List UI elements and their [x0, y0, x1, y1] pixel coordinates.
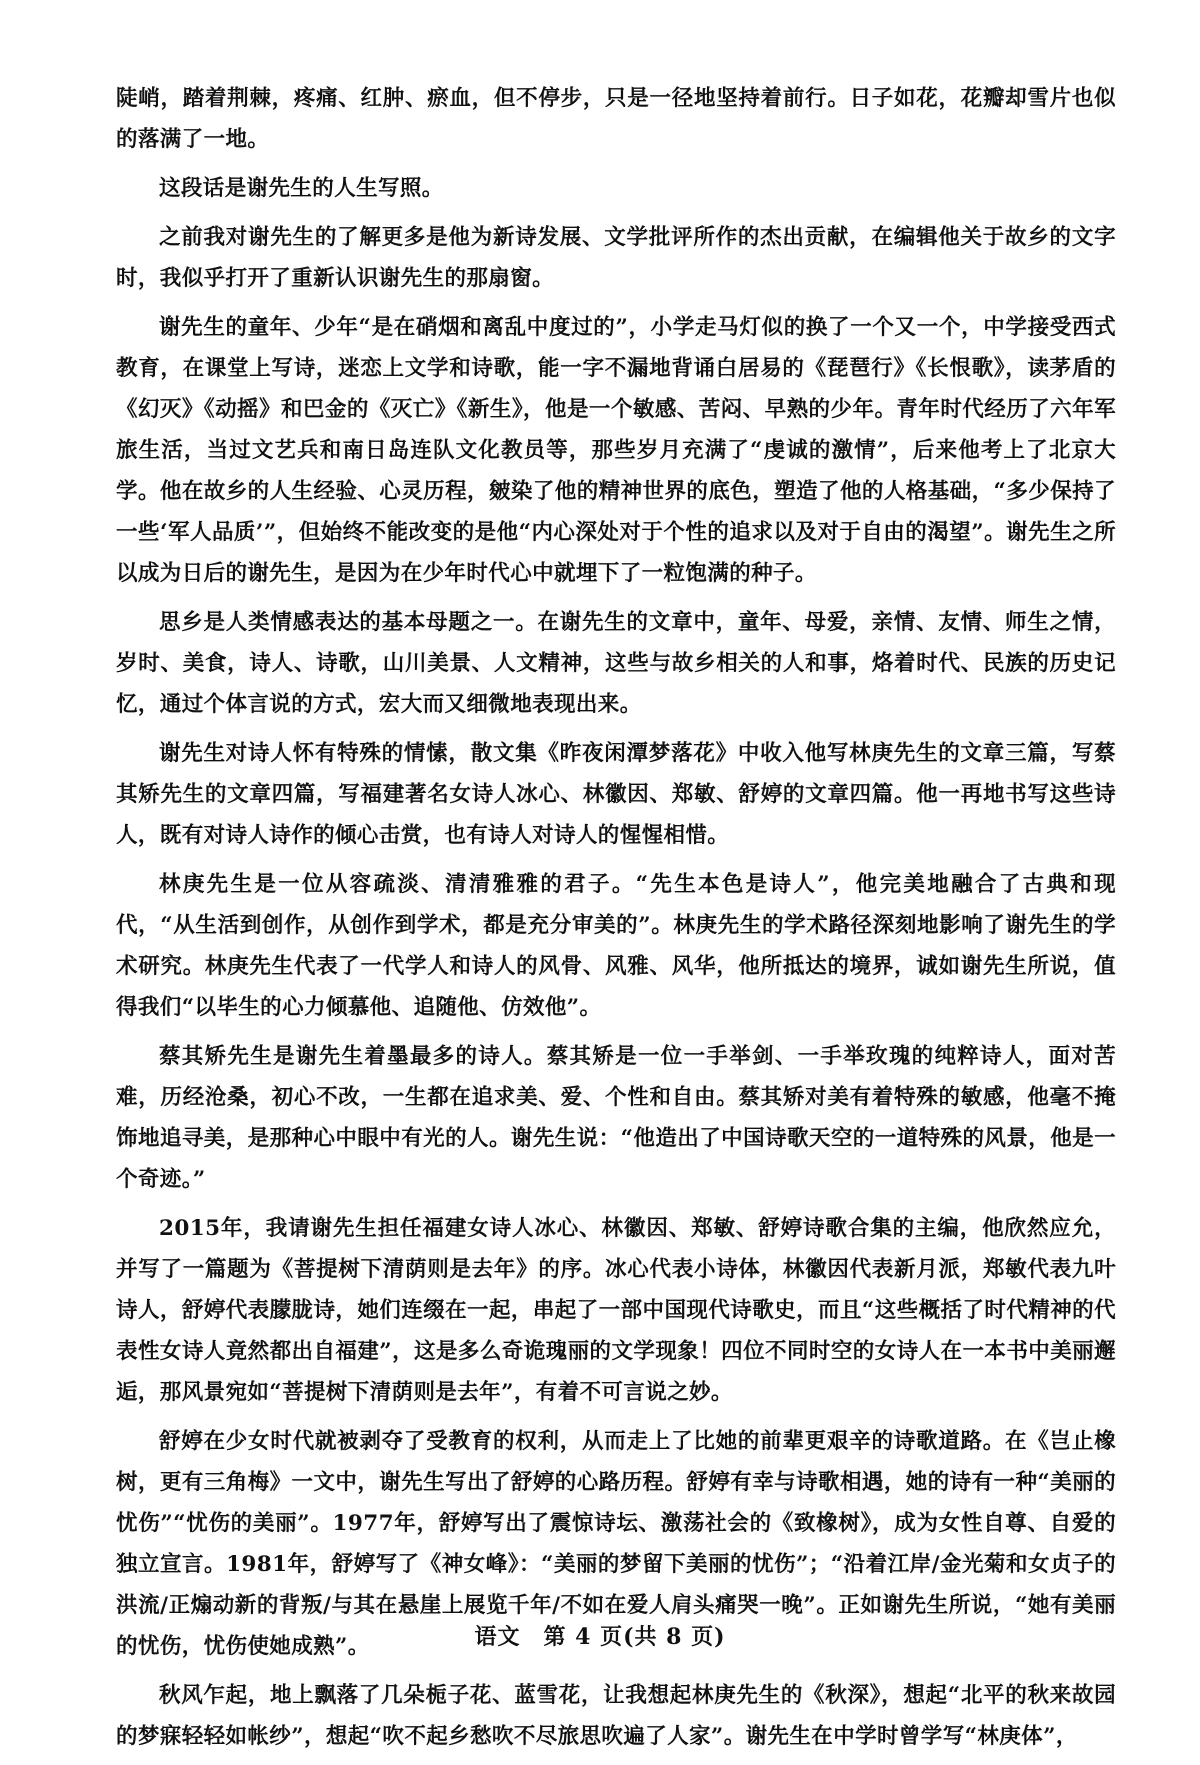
- page-footer: 语文 第 4 页(共 8 页): [474, 1624, 726, 1650]
- paragraph: 2015年，我请谢先生担任福建女诗人冰心、林徽因、郑敏、舒婷诗歌合集的主编，他欣然应允，并写了一篇题为《菩提树下清荫则是去年》的序。冰心代表小诗体，林徽因代表新月派，郑敏代表九叶诗人，舒婷代表朦胧诗，她们连缀在一起，串起了一部中国现代诗歌史，而且“这些概括了时代精神的代表性女诗人竟然都出自福建”，这是多么奇诡瑰丽的文学现象！四位不同时空的女诗人在一本书中美丽邂逅，那风景宛如“菩提树下清荫则是去年”，有着不可言说之妙。: [116, 1216, 1116, 1405]
- paragraph-continuation: 陡峭，踏着荆棘，疼痛、红肿、瘀血，但不停步，只是一径地坚持着前行。日子如花，花瓣却雪片也似的落满了一地。: [116, 86, 1116, 152]
- paragraph: 秋风乍起，地上飘落了几朵栀子花、蓝雪花，让我想起林庚先生的《秋深》，想起“北平的秋来故园的梦寐轻轻如帐纱”，想起“吹不起乡愁吹不尽旅思吹遍了人家”。谢先生在中学时曾学写“林庚体”，: [116, 1683, 1116, 1749]
- paragraph: 思乡是人类情感表达的基本母题之一。在谢先生的文章中，童年、母爱，亲情、友情、师生之情，岁时、美食，诗人、诗歌，山川美景、人文精神，这些与故乡相关的人和事，烙着时代、民族的历史记忆，通过个体言说的方式，宏大而又细微地表现出来。: [116, 610, 1116, 717]
- paragraph: 舒婷在少女时代就被剥夺了受教育的权利，从而走上了比她的前辈更艰辛的诗歌道路。在《岂止橡树，更有三角梅》一文中，谢先生写出了舒婷的心路历程。舒婷有幸与诗歌相遇，她的诗有一种“美丽的忧伤”“忧伤的美丽”。1977年，舒婷写出了震惊诗坛、激荡社会的《致橡树》，成为女性自尊、自爱的独立宣言。1981年，舒婷写了《神女峰》：“美丽的梦留下美丽的忧伤”；“沿着江岸/金光菊和女贞子的洪流/正煽动新的背叛/与其在悬崖上展览千年/不如在爱人肩头痛哭一晚”。正如谢先生所说，“她有美丽的忧伤，忧伤使她成熟”。: [116, 1429, 1116, 1659]
- paragraph: 林庚先生是一位从容疏淡、清清雅雅的君子。“先生本色是诗人”，他完美地融合了古典和现代，“从生活到创作，从创作到学术，都是充分审美的”。林庚先生的学术路径深刻地影响了谢先生的学术研究。林庚先生代表了一代学人和诗人的风骨、风雅、风华，他所抵达的境界，诚如谢先生所说，值得我们“以毕生的心力倾慕他、追随他、仿效他”。: [116, 872, 1116, 1020]
- paragraph: 之前我对谢先生的了解更多是他为新诗发展、文学批评所作的杰出贡献，在编辑他关于故乡的文字时，我似乎打开了重新认识谢先生的那扇窗。: [116, 225, 1116, 291]
- paragraph: 谢先生对诗人怀有特殊的情愫，散文集《昨夜闲潭梦落花》中收入他写林庚先生的文章三篇，写蔡其矫先生的文章四篇，写福建著名女诗人冰心、林徽因、郑敏、舒婷的文章四篇。他一再地书写这些诗人，既有对诗人诗作的倾心击赏，也有诗人对诗人的惺惺相惜。: [116, 741, 1116, 848]
- paragraph: 蔡其矫先生是谢先生着墨最多的诗人。蔡其矫是一位一手举剑、一手举玫瑰的纯粹诗人，面对苦难，历经沧桑，初心不改，一生都在追求美、爱、个性和自由。蔡其矫对美有着特殊的敏感，他毫不掩饰地追寻美，是那种心中眼中有光的人。谢先生说：“他造出了中国诗歌天空的一道特殊的风景，他是一个奇迹。”: [116, 1044, 1116, 1192]
- paragraph: 这段话是谢先生的人生写照。: [159, 176, 444, 201]
- paragraph: 谢先生的童年、少年“是在硝烟和离乱中度过的”，小学走马灯似的换了一个又一个，中学接受西式教育，在课堂上写诗，迷恋上文学和诗歌，能一字不漏地背诵白居易的《琵琶行》《长恨歌》，读茅盾的《幻灭》《动摇》和巴金的《灭亡》《新生》，他是一个敏感、苦闷、早熟的少年。青年时代经历了六年军旅生活，当过文艺兵和南日岛连队文化教员等，那些岁月充满了“虔诚的激情”，后来他考上了北京大学。他在故乡的人生经验、心灵历程，皴染了他的精神世界的底色，塑造了他的人格基础，“多少保持了一些‘军人品质’”，但始终不能改变的是他“内心深处对于个性的追求以及对于自由的渴望”。谢先生之所以成为日后的谢先生，是因为在少年时代心中就埋下了一粒饱满的种子。: [116, 315, 1116, 586]
- document-body: [116, 78, 1116, 1765]
